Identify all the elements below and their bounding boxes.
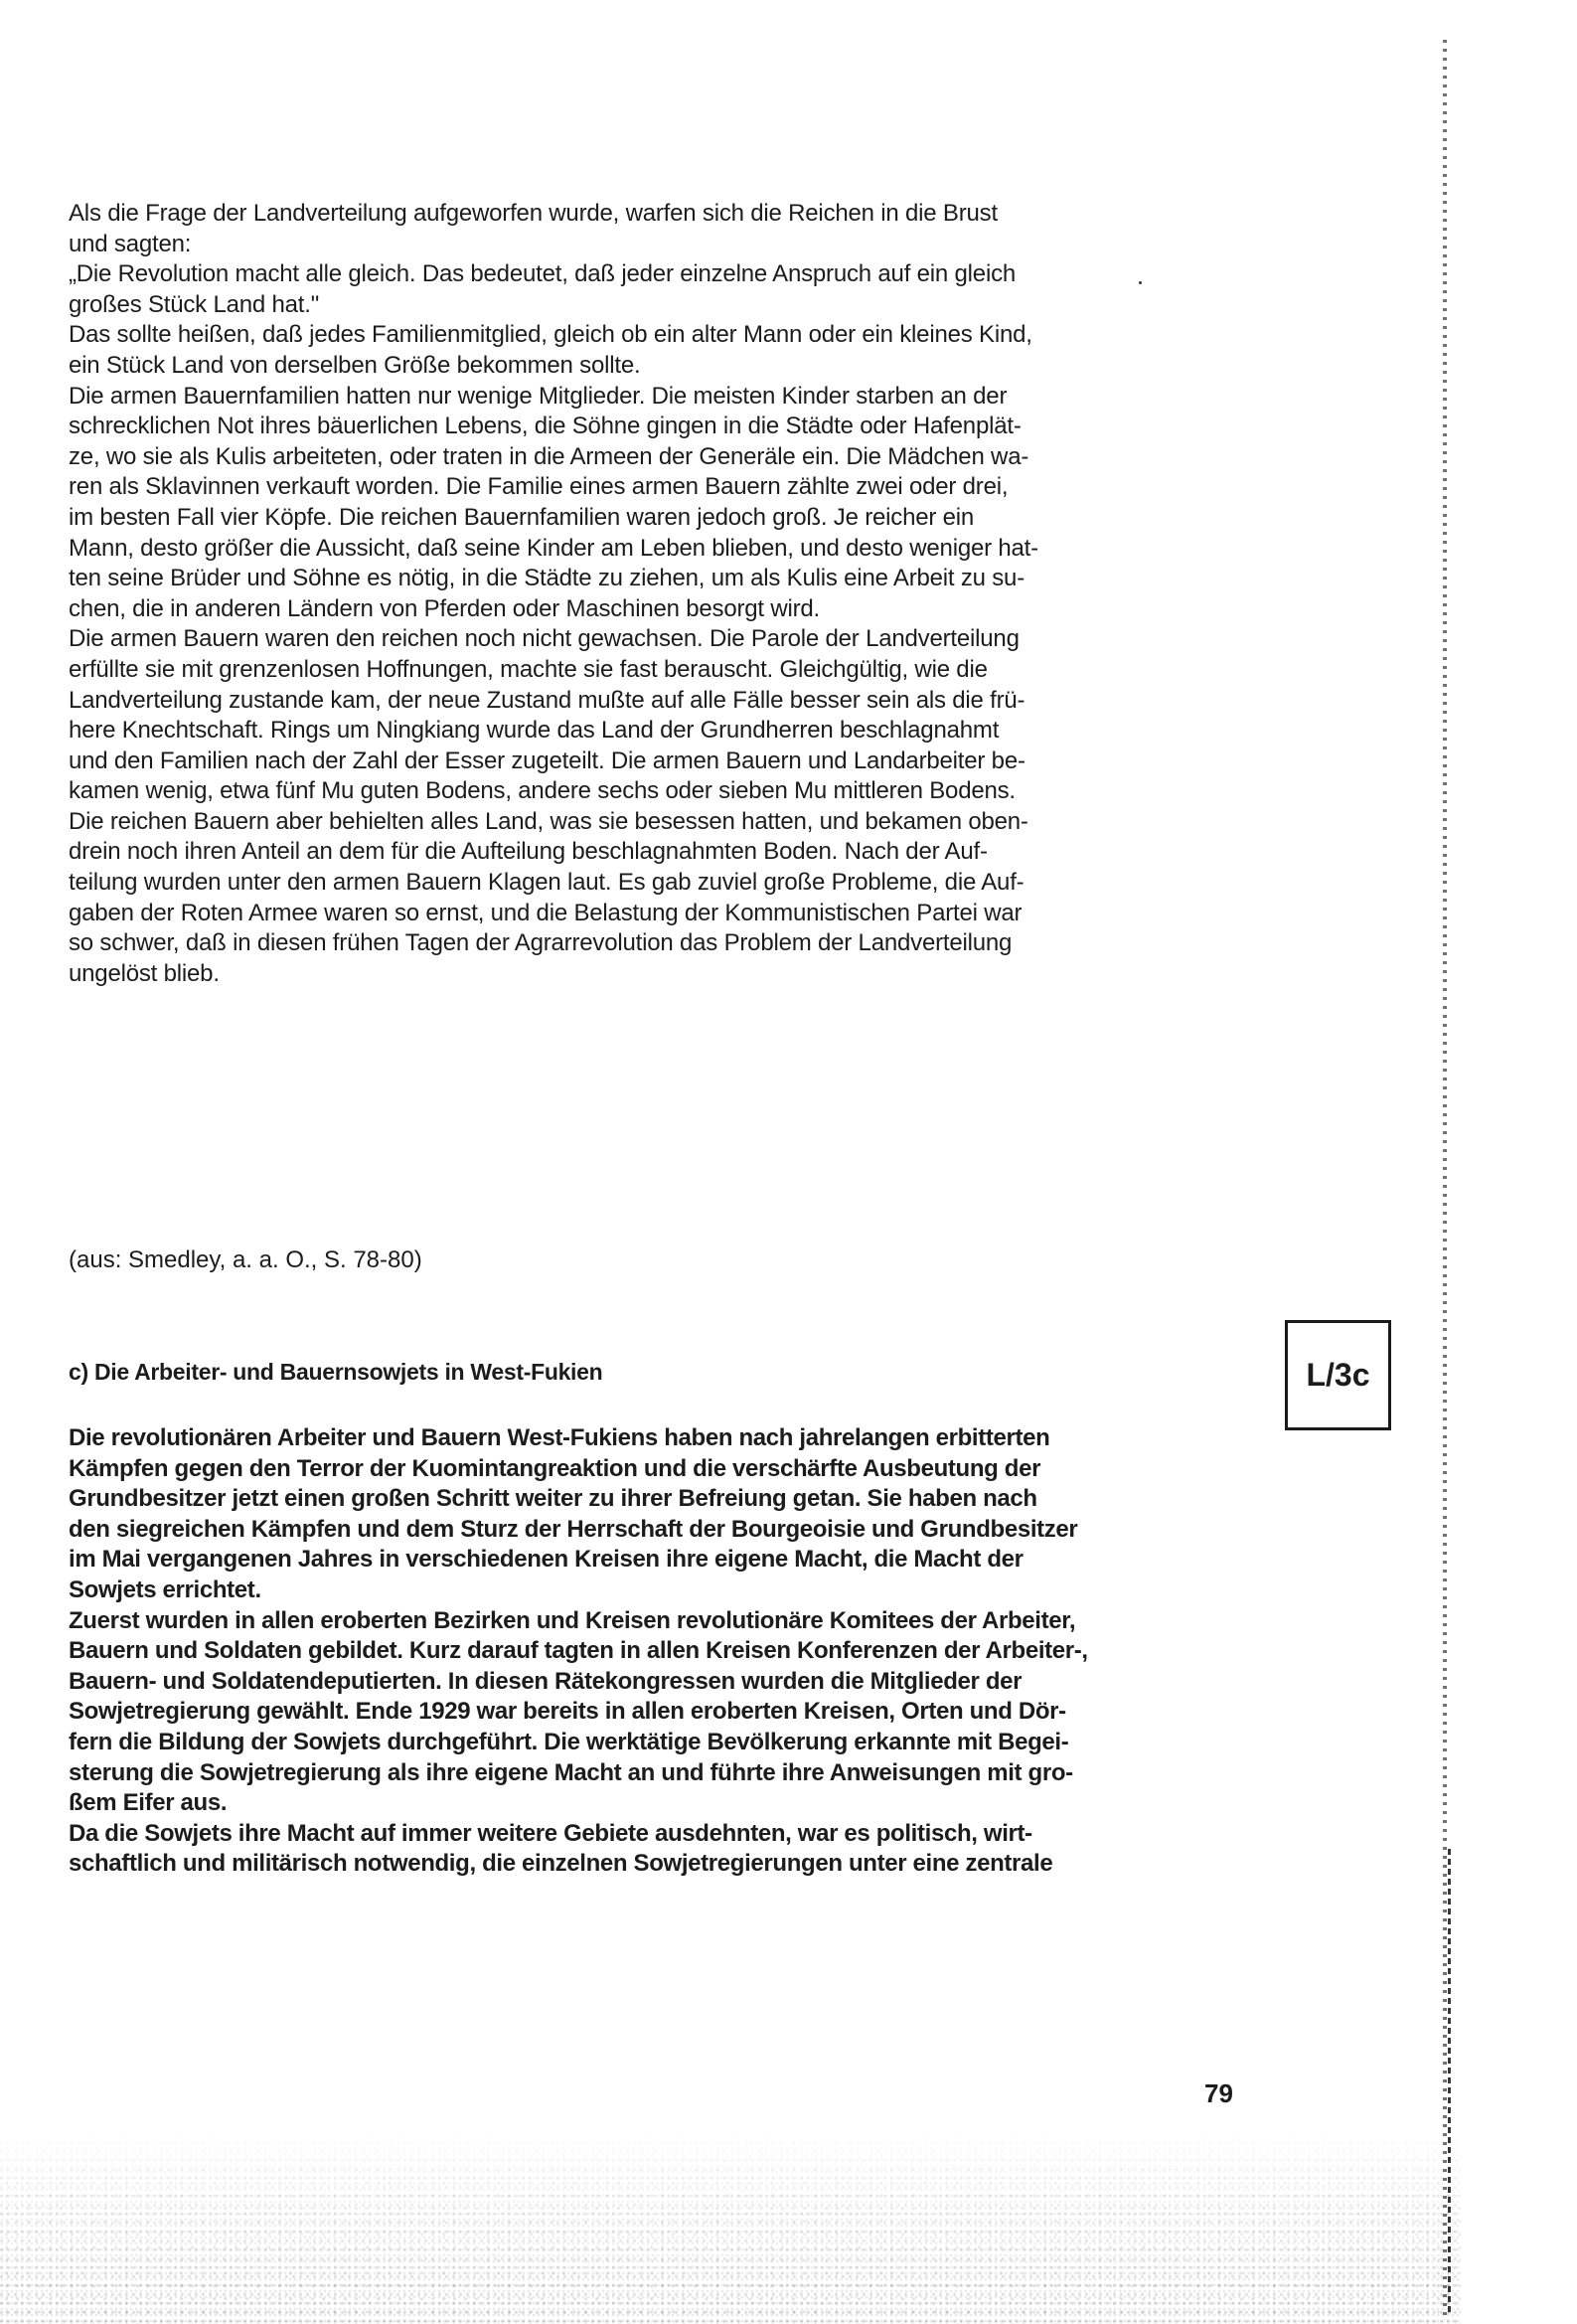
- text-line: Als die Frage der Landverteilung aufgeworfen wurde, warfen sich die Reichen in die Brust: [69, 200, 998, 227]
- text-line: Die armen Bauernfamilien hatten nur wenige Mitglieder. Die meisten Kinder starben an der: [69, 382, 1008, 410]
- text-line: Die armen Bauern waren den reichen noch nicht gewachsen. Die Parole der Landverteilung: [69, 625, 1020, 653]
- text-line: chen, die in anderen Ländern von Pferden oder Maschinen besorgt wird.: [69, 594, 821, 622]
- text-line: Bauern und Soldaten gebildet. Kurz darauf tagten in allen Kreisen Konferenzen der Arbeiter-,: [69, 1637, 1088, 1665]
- text-line: erfüllte sie mit grenzenlosen Hoffnungen, machte sie fast berauscht. Gleichgültig, wie die: [69, 655, 988, 683]
- text-line: drein noch ihren Anteil an dem für die Aufteilung beschlagnahmten Boden. Nach der Auf-: [69, 838, 988, 866]
- text-line: Sowjets errichtet.: [69, 1576, 261, 1603]
- text-line: und den Familien nach der Zahl der Esser zugeteilt. Die armen Bauern und Landarbeiter be-: [69, 747, 1025, 774]
- text-line: kamen wenig, etwa fünf Mu guten Bodens, andere sechs oder sieben Mu mittleren Bodens.: [69, 777, 1016, 805]
- text-line: und sagten:: [69, 230, 192, 257]
- text-line: schaftlich und militärisch notwendig, die einzelnen Sowjetregierungen unter eine zentrale: [69, 1850, 1053, 1878]
- text-line: im besten Fall vier Köpfe. Die reichen Bauernfamilien waren jedoch groß. Je reicher ein: [69, 503, 975, 531]
- text-line: Das sollte heißen, daß jedes Familienmitglied, gleich ob ein alter Mann oder ein kleines Kind,: [69, 321, 1032, 349]
- text-line: ungelöst blieb.: [69, 959, 220, 987]
- text-line: Grundbesitzer jetzt einen großen Schritt weiter zu ihrer Befreiung getan. Sie haben nach: [69, 1485, 1037, 1513]
- text-line: ten seine Brüder und Söhne es nötig, in die Städte zu ziehen, um als Kulis eine Arbeit zu su-: [69, 565, 1025, 592]
- text-line: „Die Revolution macht alle gleich. Das bedeutet, daß jeder einzelne Anspruch auf ein gleich: [69, 260, 1017, 288]
- text-line: gaben der Roten Armee waren so ernst, und die Belastung der Kommunistischen Partei war: [69, 899, 1023, 926]
- text-line: schrecklichen Not ihres bäuerlichen Lebens, die Söhne gingen in die Städte oder Hafenplät-: [69, 413, 1022, 440]
- source-citation: (aus: Smedley, a. a. O., S. 78-80): [69, 1246, 422, 1273]
- text-line: sterung die Sowjetregierung als ihre eigene Macht an und führte ihre Anweisungen mit gro-: [69, 1758, 1073, 1786]
- text-line: ßem Eifer aus.: [69, 1789, 228, 1817]
- text-line: Landverteilung zustande kam, der neue Zustand mußte auf alle Fälle besser sein als die frü-: [69, 686, 1025, 714]
- text-line: Bauern- und Soldatendeputierten. In diesen Rätekongressen wurden die Mitglieder der: [69, 1667, 1023, 1695]
- text-line: Kämpfen gegen den Terror der Kuomintangreaktion und die verschärfte Ausbeutung der: [69, 1454, 1041, 1482]
- binding-edge: [1443, 40, 1447, 2316]
- quoted-passage: [69, 199, 1276, 989]
- text-line: Die revolutionären Arbeiter und Bauern West-Fukiens haben nach jahrelangen erbitterten: [69, 1424, 1050, 1451]
- section-marker-box: [1285, 1320, 1391, 1430]
- text-line: Zuerst wurden in allen eroberten Bezirken und Kreisen revolutionäre Komitees der Arbeiter,: [69, 1606, 1076, 1634]
- text-line: ze, wo sie als Kulis arbeiteten, oder traten in die Armeen der Generäle ein. Die Mädchen wa-: [69, 442, 1029, 470]
- section-marker-label: L/3c: [1306, 1357, 1370, 1393]
- section-heading: c) Die Arbeiter- und Bauernsowjets in West-Fukien: [69, 1359, 603, 1385]
- text-line: so schwer, daß in diesen frühen Tagen der Agrarrevolution das Problem der Landverteilung: [69, 929, 1013, 957]
- section-c-passage: [69, 1423, 1276, 1880]
- text-line: ein Stück Land von derselben Größe bekommen sollte.: [69, 351, 641, 379]
- text-line: Mann, desto größer die Aussicht, daß seine Kinder am Leben blieben, und desto weniger hat-: [69, 534, 1038, 562]
- text-line: teilung wurden unter den armen Bauern Klagen laut. Es gab zuviel große Probleme, die Auf-: [69, 869, 1025, 897]
- text-line: Sowjetregierung gewählt. Ende 1929 war bereits in allen eroberten Kreisen, Orten und Dör-: [69, 1698, 1066, 1726]
- text-line: Die reichen Bauern aber behielten alles Land, was sie besessen hatten, und bekamen oben-: [69, 807, 1028, 835]
- text-line: im Mai vergangenen Jahres in verschiedenen Kreisen ihre eigene Macht, die Macht der: [69, 1546, 1024, 1574]
- text-line: den siegreichen Kämpfen und dem Sturz der Herrschaft der Bourgeoisie und Grundbesitzer: [69, 1515, 1078, 1543]
- text-line: ren als Sklavinnen verkauft worden. Die Familie eines armen Bauern zählte zwei oder drei,: [69, 473, 1009, 501]
- text-line: Da die Sowjets ihre Macht auf immer weitere Gebiete ausdehnten, war es politisch, wirt-: [69, 1819, 1032, 1847]
- scan-noise: [0, 2127, 1461, 2324]
- text-line: fern die Bildung der Sowjets durchgeführt. Die werktätige Bevölkerung erkannte mit Begei-: [69, 1728, 1069, 1755]
- text-line: großes Stück Land hat.": [69, 290, 320, 318]
- page-number: 79: [1204, 2078, 1233, 2108]
- text-line: here Knechtschaft. Rings um Ningkiang wurde das Land der Grundherren beschlagnahmt: [69, 717, 1000, 745]
